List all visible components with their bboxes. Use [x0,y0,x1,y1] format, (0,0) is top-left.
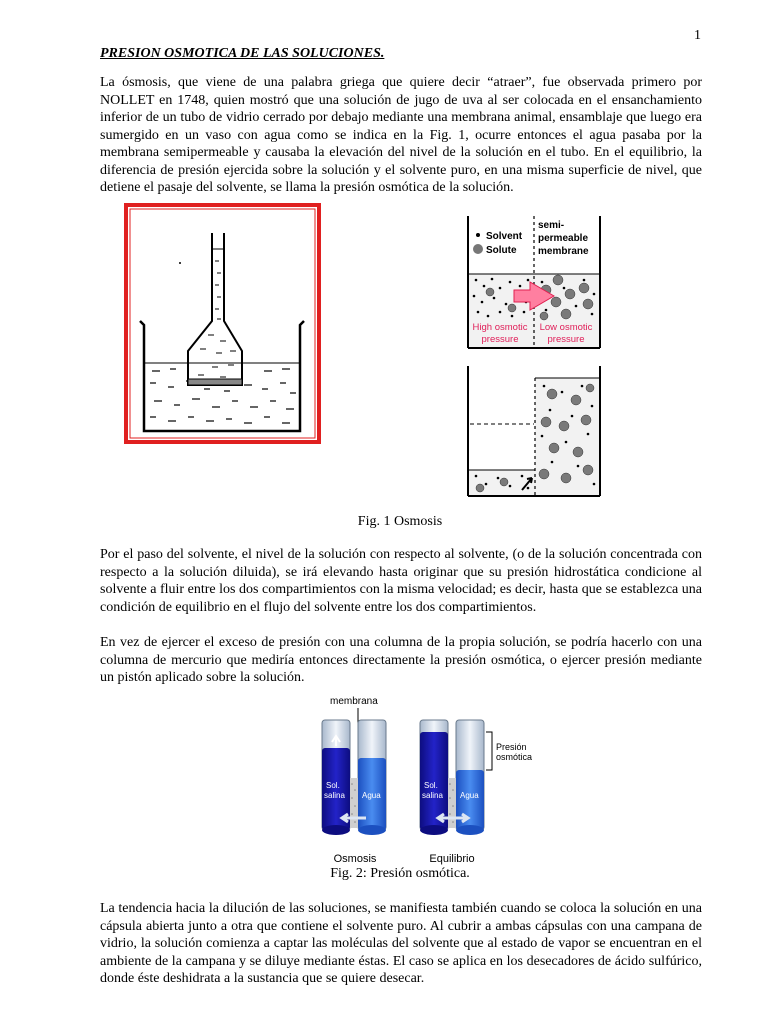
high-osmotic-label-2: pressure [481,334,519,345]
osmosis-agua-label: Agua [362,791,381,800]
equilibrio-title: Equilibrio [429,853,475,865]
equilibrio-sol-label-2: salina [422,791,443,800]
paragraph-intro: La ósmosis, que viene de una palabra griega que quiere decir “atraer”, fue observada primero por NOLLET en 1748, quien mostró que una solución de jugo de uva al ser colocada en el ensanchamiento inferior de un tubo de vidrio cerrado por debajo mediante una membrana animal, ensamblaje que luego era sumergido en un vaso con agua como se indica en la Fig. 1, ocurre entonces el agua pasaba por la membrana semipermeable y causaba la elevación del nivel de la solución en el tubo. En el equilibrio, la diferencia de presión ejercida sobre la solución y el solvente puro, en una misma superficie de nivel, que detiene el pasaje del solvente, se llama la presión osmótica de la solución. [100,75,702,195]
fig1-membrane-diagram [466,216,602,350]
paragraph-dilution: La tendencia hacia la dilución de las soluciones, se manifiesta también cuando se coloca la solución en una cápsula abierta junto a otra que contiene el solvente puro. Al cubrir a ambas cápsulas con una campana de vidrio, la solución comienza a captar las moléculas del solvente que al estado de vapor se encuentran en el ambiente de la campana y se diluye mediante éstas. El caso se aplica en los desecadores de ácido sulfúrico, donde éste deshidrata a la sustancia que se quiere desecar. [100,901,702,986]
membrane-label-1: semi- [538,220,565,231]
paragraph-mercury: En vez de ejercer el exceso de presión con una columna de la propia solución, se podría hacerlo con una columna de mercurio que mediría entonces directamente la presión osmótica, o ejercer presión mediante un pistón aplicado sobre la solución. [100,635,702,685]
low-osmotic-label-2: pressure [547,334,585,345]
fig2-caption: Fig. 2: Presión osmótica. [330,866,470,881]
fig1-caption: Fig. 1 Osmosis [357,514,443,529]
paragraph-equilibrium: Por el paso del solvente, el nivel de la solución con respecto al solvente, (o de la solución concentrada con respecto a la solución diluida), se irá elevando hasta originar que su presión hidrostática condicione al solvente a fluir entre los dos compartimientos con la misma velocidad; es decir, hasta que se establezca una condición de equilibrio en el flujo del solvente entre los dos compartimientos. [100,547,702,615]
page-number: 1 [694,28,701,43]
membrane-label-3: membrane [538,246,589,257]
equilibrio-agua-label: Agua [460,791,479,800]
legend-solvent-label: Solvent [486,231,523,242]
osmosis-title: Osmosis [333,853,377,865]
osmosis-sol-label-2: salina [324,791,345,800]
equilibrio-sol-label-1: Sol. [424,781,438,790]
fig1-equilibrium-diagram [466,366,602,498]
legend-solute-label: Solute [486,245,517,256]
presion-label-2: osmótica [496,752,533,762]
high-osmotic-label-1: High osmotic [472,322,528,333]
presion-label-1: Presión [496,742,527,752]
membrane-label-2: permeable [538,233,589,244]
osmosis-sol-label-1: Sol. [326,781,340,790]
document-title: PRESION OSMOTICA DE LAS SOLUCIONES. [100,46,385,61]
fig2-osmotic-pressure [300,690,540,868]
fig1-apparatus [124,203,321,444]
membrana-label: membrana [330,696,378,707]
low-osmotic-label-1: Low osmotic [539,322,593,333]
